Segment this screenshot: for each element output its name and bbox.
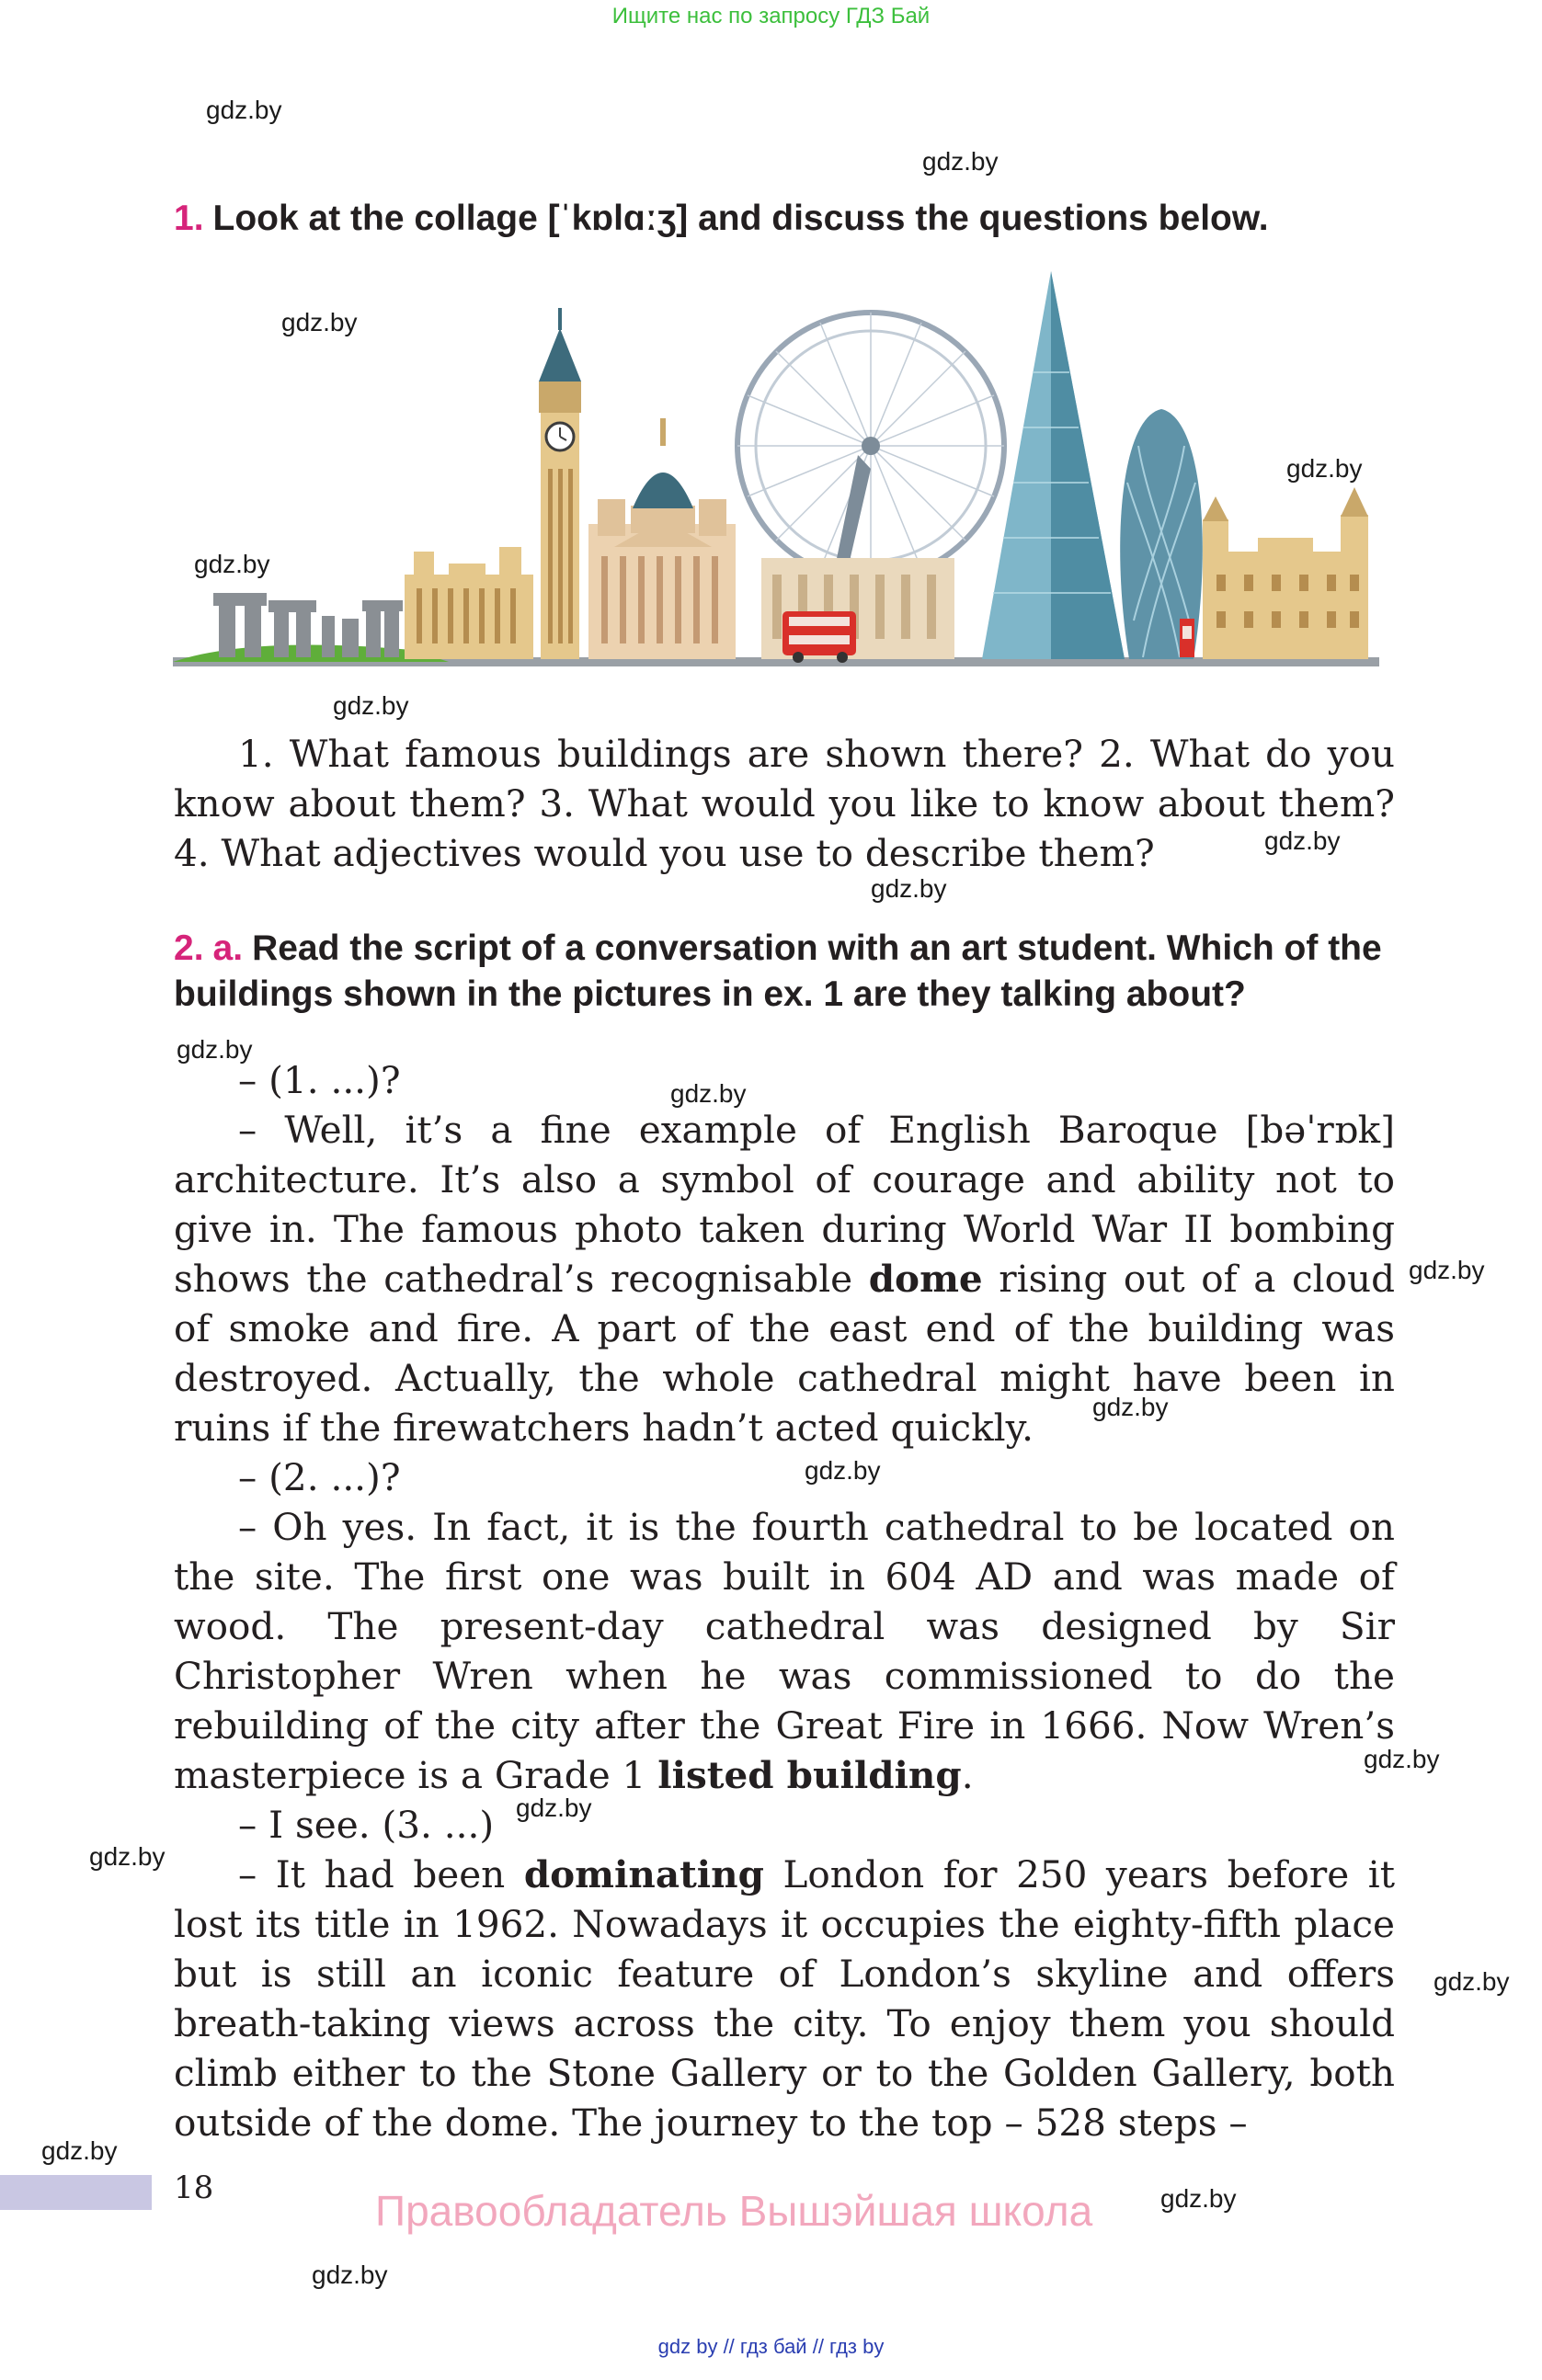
rights-holder: Правообладатель Вышэйшая школа — [375, 2187, 1093, 2235]
watermark: gdz.by — [194, 550, 270, 578]
task-text: Look at the collage [ˈkɒlɑːʒ] and discuss the questions below. — [212, 199, 1269, 238]
page-number-bar — [0, 2175, 152, 2210]
top-banner[interactable]: Ищите нас по запросу ГДЗ Бай — [611, 4, 931, 28]
watermark: gdz.by — [1409, 1256, 1485, 1284]
watermark: gdz.by — [516, 1794, 592, 1822]
conversation-script — [174, 1055, 1395, 2147]
watermark: gdz.by — [177, 1035, 253, 1064]
watermark: gdz.by — [1160, 2184, 1237, 2213]
watermark: gdz.by — [89, 1842, 166, 1871]
footer-links[interactable]: gdz by // гдз бай // гдз by — [657, 2335, 885, 2358]
answer-paragraph: – Well, it’s a fine example of English Baroque [bəˈrɒk] architecture. It’s also a symbol of courage and ability not to give in. The famous photo taken during World War II bombing shows the cathedral’s recognisable dome rising out of a cloud of smoke and fire. A part of the east end of the building was destroyed. Actually, the whole cathedral might have been in ruins if the firewatchers hadn’t acted quickly. — [174, 1108, 1395, 1450]
tower-of-london-icon — [1203, 487, 1368, 659]
watermark: gdz.by — [1264, 826, 1341, 855]
watermark: gdz.by — [1433, 1967, 1510, 1996]
watermark: gdz.by — [206, 96, 282, 124]
parliament-icon — [405, 547, 533, 659]
task-number: 1. — [174, 199, 204, 238]
watermark: gdz.by — [41, 2136, 118, 2165]
watermark: gdz.by — [922, 147, 999, 176]
answer-paragraph: – It had been dominating London for 250 years before it lost its title in 1962. Nowadays it occupies the eighty-fifth place but is still an iconic feature of London’s skyline and offers breath-taking views across the city. To enjoy them you should climb either to the Stone Gallery or to the Golden Gallery, both outside of the dome. The journey to the top – 528 steps – — [174, 1852, 1395, 2145]
keyword: dome — [868, 1257, 983, 1301]
keyword: dominating — [523, 1852, 764, 1896]
watermark: gdz.by — [333, 691, 409, 720]
question-line: – (2. ...)? — [238, 1455, 401, 1499]
watermark: gdz.by — [805, 1456, 881, 1485]
question-line: – (1. ...)? — [238, 1058, 401, 1102]
answer-paragraph: – Oh yes. In fact, it is the fourth cathedral to be located on the site. The first one was built in 604 AD and was made of wood. The present-day cathedral was designed by Sir Christopher Wren when he was commissioned to do the rebuilding of the city after the Great Fire in 1666. Now Wren’s masterpiece is a Grade 1 listed building. — [174, 1505, 1395, 1797]
task-text: Read the script of a conversation with an art student. Which of the buildings shown in the pictures in ex. 1 are they talking about? — [174, 928, 1382, 1014]
task-1-questions — [174, 729, 1395, 878]
watermark: gdz.by — [1286, 454, 1363, 483]
questions-paragraph: 1. What famous buildings are shown there? 2. What do you know about them? 3. What would you like to know about them? 4. What adjectives would you use to describe them? — [174, 732, 1395, 875]
task-letter: a. — [212, 928, 244, 968]
watermark: gdz.by — [312, 2260, 388, 2289]
watermark: gdz.by — [281, 308, 358, 336]
question-line: – I see. (3. ...) — [238, 1803, 495, 1847]
st-pauls-icon — [588, 418, 736, 659]
watermark: gdz.by — [670, 1079, 747, 1108]
bus-icon — [782, 611, 856, 663]
task-1-heading — [174, 196, 1406, 242]
stonehenge-icon — [213, 593, 403, 657]
keyword: listed building — [657, 1753, 962, 1797]
page-number: 18 — [174, 2169, 214, 2206]
watermark: gdz.by — [1364, 1745, 1440, 1773]
watermark: gdz.by — [871, 874, 947, 903]
task-number: 2. — [174, 928, 204, 968]
watermark: gdz.by — [1092, 1393, 1169, 1421]
phone-box-icon — [1180, 619, 1194, 657]
task-2-heading — [174, 926, 1406, 1018]
london-collage — [173, 271, 1379, 676]
big-ben-icon — [539, 308, 581, 659]
